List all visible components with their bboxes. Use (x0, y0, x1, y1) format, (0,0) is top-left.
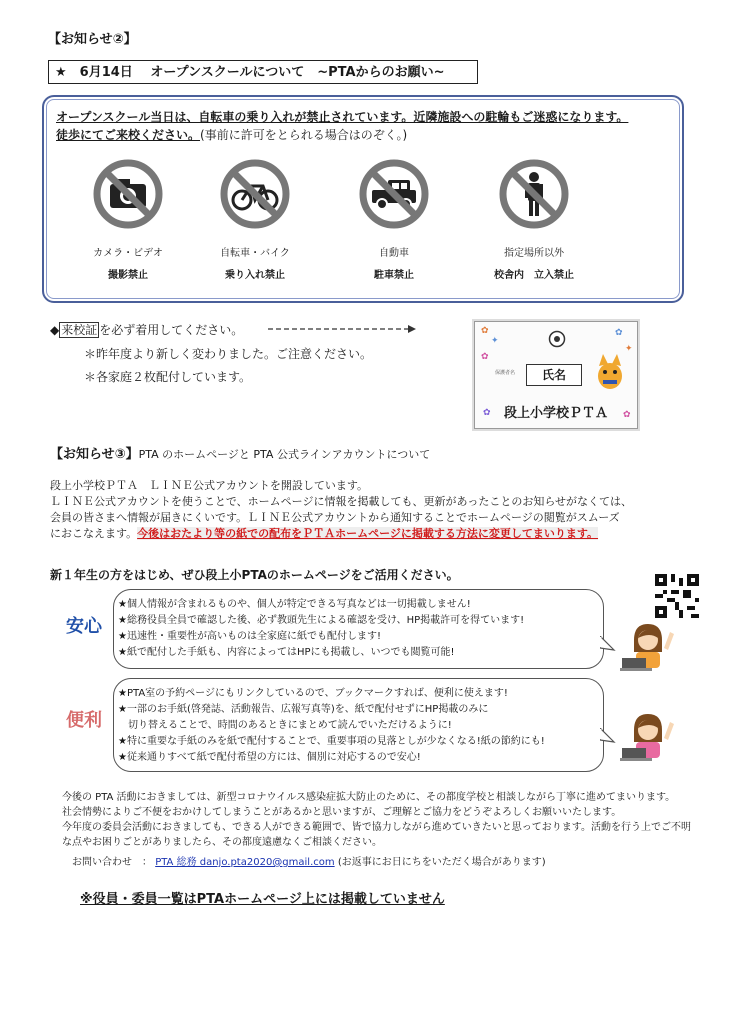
list-item: ★迅速性・重要性が高いものは全家庭に紙でも配付します! (118, 631, 381, 642)
badge-word: 来校証 (61, 323, 98, 337)
badge-school-name: 段上小学校ＰＴＡ (503, 406, 608, 421)
prohibition-caption: 自動車 (379, 248, 409, 259)
anshin-items (118, 597, 524, 661)
paperless-highlight: 今後はおたより等の紙での配布をＰＴＡホームページに掲載する方法に変更してまいります。 (137, 527, 599, 540)
notice2-heading: 【お知らせ②】 (48, 32, 137, 47)
line-account-p3: 会員の皆さまへ情報が届きにくいです。ＬＩＮＥ公式アカウントから通知することでホームページの閲覧がスムーズ (50, 511, 620, 524)
contact-email-link[interactable]: PTA 総務 danjo.pta2020@gmail.com (155, 857, 335, 868)
closing-paragraph (62, 790, 691, 850)
camera-icon (92, 158, 164, 230)
list-item: ★総務役員全員で確認した後、必ず教頭先生による確認を受け、HP掲載許可を得ています! (118, 615, 525, 626)
prohibition-rule: 撮影禁止 (108, 270, 148, 281)
line-account-p2: ＬＩＮＥ公式アカウントを使うことで、ホームページに情報を掲載しても、更新があったことのお知らせがなくては、 (50, 495, 633, 508)
walk-request-notice (56, 126, 407, 143)
walk-request-note: (事前に許可をとられる場合はのぞく。) (200, 128, 408, 142)
homepage-heading: 新１年生の方をはじめ、ぜひ段上小PTAのホームページをご活用ください。 (50, 568, 459, 582)
visitor-badge-sample: ✿ ✦ ✿ ✿ ✦ ✿ ✿ 保護者名 氏名 段上小学校ＰＴＡ (474, 321, 638, 429)
closing-line: な点やお困りごとがありましたら、その都度遠慮なくご相談ください。 (62, 837, 382, 848)
list-item: 切り替えることで、時間のあるときにまとめて読んでいただけるように! (118, 720, 452, 731)
closing-line: 今後の PTA 活動におきましては、新型コロナウイルス感染症拡大防止のために、その都度学校と相談しながら丁寧に進めてまいります。 (62, 792, 676, 803)
closing-line: 社会情勢によりご不便をおかけしてしまうことがあるかと思いますが、ご理解とご協力をどうぞよろしくお願いいたします。 (62, 807, 622, 818)
prohibition-camera (68, 158, 188, 281)
school-emblem-icon (548, 330, 566, 348)
badge-note-new: ＊昨年度より新しく変わりました。ご注意ください。 (84, 347, 373, 361)
person-icon (498, 158, 570, 230)
line-account-p1: 段上小学校ＰＴＡ ＬＩＮＥ公式アカウントを開設しています。 (50, 479, 369, 492)
benri-label: 便利 (66, 710, 102, 731)
car-icon (358, 158, 430, 230)
prohibition-rule: 駐車禁止 (374, 270, 414, 281)
walk-request-bold: 徒歩にてご来校ください。 (56, 128, 201, 142)
open-school-title: ★ 6月14日 オープンスクールについて ~PTAからのお願い~ (48, 60, 478, 84)
bubble-tail (600, 636, 616, 654)
list-item: ★個人情報が含まれるものや、個人が特定できる写真などは一切掲載しません! (118, 599, 471, 610)
badge-name-field: 氏名 (526, 364, 582, 386)
woman-with-laptop-icon (620, 708, 684, 762)
list-item: ★PTA室の予約ページにもリンクしているので、ブックマークすれば、便利に使えます! (118, 688, 508, 699)
qr-code-icon (655, 574, 699, 618)
contact-note: (お返事にお日にちをいただく場合があります) (337, 857, 546, 868)
list-item: ★紙で配付した手紙も、内容によってはHPにも掲載し、いつでも閲覧可能! (118, 647, 455, 658)
dashed-arrow-icon (268, 322, 418, 336)
prohibition-rule: 乗り入れ禁止 (225, 270, 285, 281)
bubble-tail (600, 728, 616, 746)
prohibition-caption: 指定場所以外 (504, 248, 564, 259)
prohibition-car (334, 158, 454, 281)
badge-instruction: ◆ 来校証 を必ず着用してください。 (50, 323, 244, 337)
line-account-p4: におこなえます。今後はおたより等の紙での配布をＰＴＡホームページに掲載する方法に変更してまいります。 (50, 527, 599, 540)
benri-items (118, 686, 545, 766)
notice3-heading: 【お知らせ③】PTA のホームページと PTA 公式ラインアカウントについて (50, 447, 431, 462)
badge-note-count: ＊各家庭２枚配付しています。 (84, 370, 252, 384)
closing-line: 今年度の委員会活動におきましても、できる人ができる範囲で、皆で協力しながら進めていきたいと思っております。活動を行う上でご不明 (62, 822, 691, 833)
contact-label: お問い合わせ ： (72, 857, 152, 868)
list-item: ★特に重要な手紙のみを紙で配付することで、重要事項の見落としが少なくなる!紙の節約にも! (118, 736, 545, 747)
bicycle-icon (219, 158, 291, 230)
prohibition-person (474, 158, 594, 281)
contact-line (72, 856, 546, 870)
badge-guardian-label: 保護者名 (495, 370, 516, 376)
prohibition-rule: 校舎内 立入禁止 (494, 270, 574, 281)
prohibition-caption: 自転車・バイク (220, 248, 290, 259)
woman-with-laptop-icon (620, 618, 684, 672)
prohibition-bicycle (195, 158, 315, 281)
list-item: ★一部のお手紙(啓発誌、活動報告、広報写真等)を、紙で配付せずにHP掲載のみに (118, 704, 489, 715)
anshin-label: 安心 (66, 616, 102, 637)
list-item: ★従来通りすべて紙で配付希望の方には、個別に対応するので安心! (118, 752, 421, 763)
bicycle-ban-notice: オープンスクール当日は、自転車の乗り入れが禁止されています。近隣施設への駐輪もご迷惑になります。 (56, 110, 629, 124)
mascot-icon (593, 352, 627, 392)
final-note: ※役員・委員一覧はPTAホームページ上には掲載していません (80, 892, 445, 907)
prohibition-caption: カメラ・ビデオ (93, 248, 163, 259)
